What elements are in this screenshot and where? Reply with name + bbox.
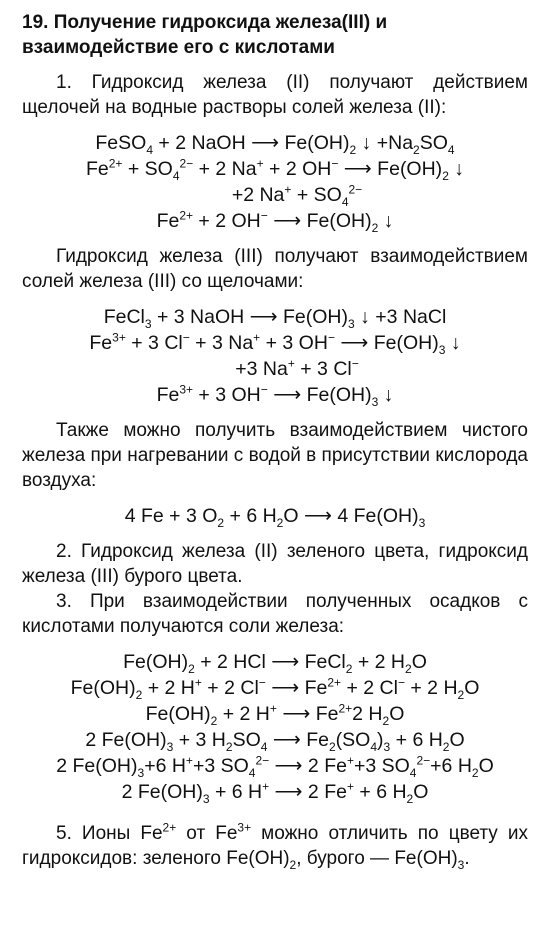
- paragraph-2: Гидроксид железа (III) получают взаимодействием солей железа (III) со щелочами:: [22, 246, 528, 292]
- paragraph-5: 3. При взаимодействии полученных осадков с кислотами получаются соли железа:: [22, 591, 528, 637]
- equation-line: $Fe^{3+} + 3$ OH− ⟶ $Fe(OH)_3$ ↓: [156, 382, 394, 409]
- equation-line: 2 $Fe(OH)_3 + 3$ $H_2SO_4$ ⟶ $Fe_2(SO_4)_3 + 6$ $H_2O$: [85, 729, 465, 754]
- equation-block-3: [22, 503, 528, 529]
- equation-line: 4 Fe + 3 $O_2 + 6$ $H_2O$ ⟶ 4 $Fe(OH)_3$: [124, 505, 426, 530]
- paragraph-6: 5. Ионы $Fe^{2+}$ от $Fe^{3+}$ можно отличить по цвету их гидроксидов: зеленого $Fe(OH)_2$, бурого — $Fe(OH)_3$.: [22, 820, 528, 872]
- equation-line: $Fe(OH)_2 + 2$ H+ + 2 Cl− ⟶ $Fe^{2+} + 2$ Cl− + 2 $H_2O$: [70, 675, 480, 702]
- equation-block-2: [22, 304, 528, 408]
- equation-line: $Fe(OH)_2 + 2$ H+ ⟶ $Fe^{2+}2$ $H_2O$: [145, 701, 405, 728]
- equation-line: 2 $Fe(OH)_3 + 6$ H+ ⟶ 2 Fe+ + 6 $H_2O$: [121, 779, 429, 806]
- equation-block-1: [22, 130, 528, 234]
- equation-line: 2 $Fe(OH)_3+6$ H++3 $SO_4^{2-}$ ⟶ 2 Fe++3 $SO_4^{2-}+6$ $H_2O$: [56, 753, 494, 780]
- equation-block-4: [22, 649, 528, 805]
- paragraph-3: Также можно получить взаимодействием чистого железа при нагревании с водой в присутствии кислорода воздуха:: [22, 420, 528, 491]
- equation-line: $Fe^{2+} + SO_4^{2-} + 2$ Na+ + 2 OH− ⟶ $Fe(OH)_2$ ↓: [85, 156, 465, 183]
- equation-line: $Fe^{3+} + 3$ Cl− + 3 Na+ + 3 OH− ⟶ $Fe(OH)_3$ ↓: [89, 330, 461, 357]
- equation-line: $Fe(OH)_2 + 2$ HCl ⟶ FeCl$_2$ + 2 $H_2O$: [123, 651, 427, 676]
- paragraph-1: 1. Гидроксид железа (II) получают действием щелочей на водные растворы солей железа (II):: [22, 72, 528, 118]
- equation-line: $Fe^{2+} + 2$ OH− ⟶ $Fe(OH)_2$ ↓: [156, 208, 394, 235]
- equation-line: FeCl$_3$ + 3 NaOH ⟶ $Fe(OH)_3$ ↓ +3 NaCl: [103, 306, 447, 331]
- equation-line: +3 Na+ + 3 Cl−: [235, 356, 359, 380]
- equation-line: +2 $Na^+ + SO_4^{2-}$: [231, 182, 363, 209]
- equation-line: FeSO$_4$ + 2 NaOH ⟶ $Fe(OH)_2$ ↓ $+Na_2SO_4$: [95, 132, 455, 157]
- paragraph-4: 2. Гидроксид железа (II) зеленого цвета, гидроксид железа (III) бурого цвета.: [22, 541, 528, 587]
- section-title: 19. Получение гидроксида железа(III) и взаимодействие его с кислотами: [22, 12, 388, 58]
